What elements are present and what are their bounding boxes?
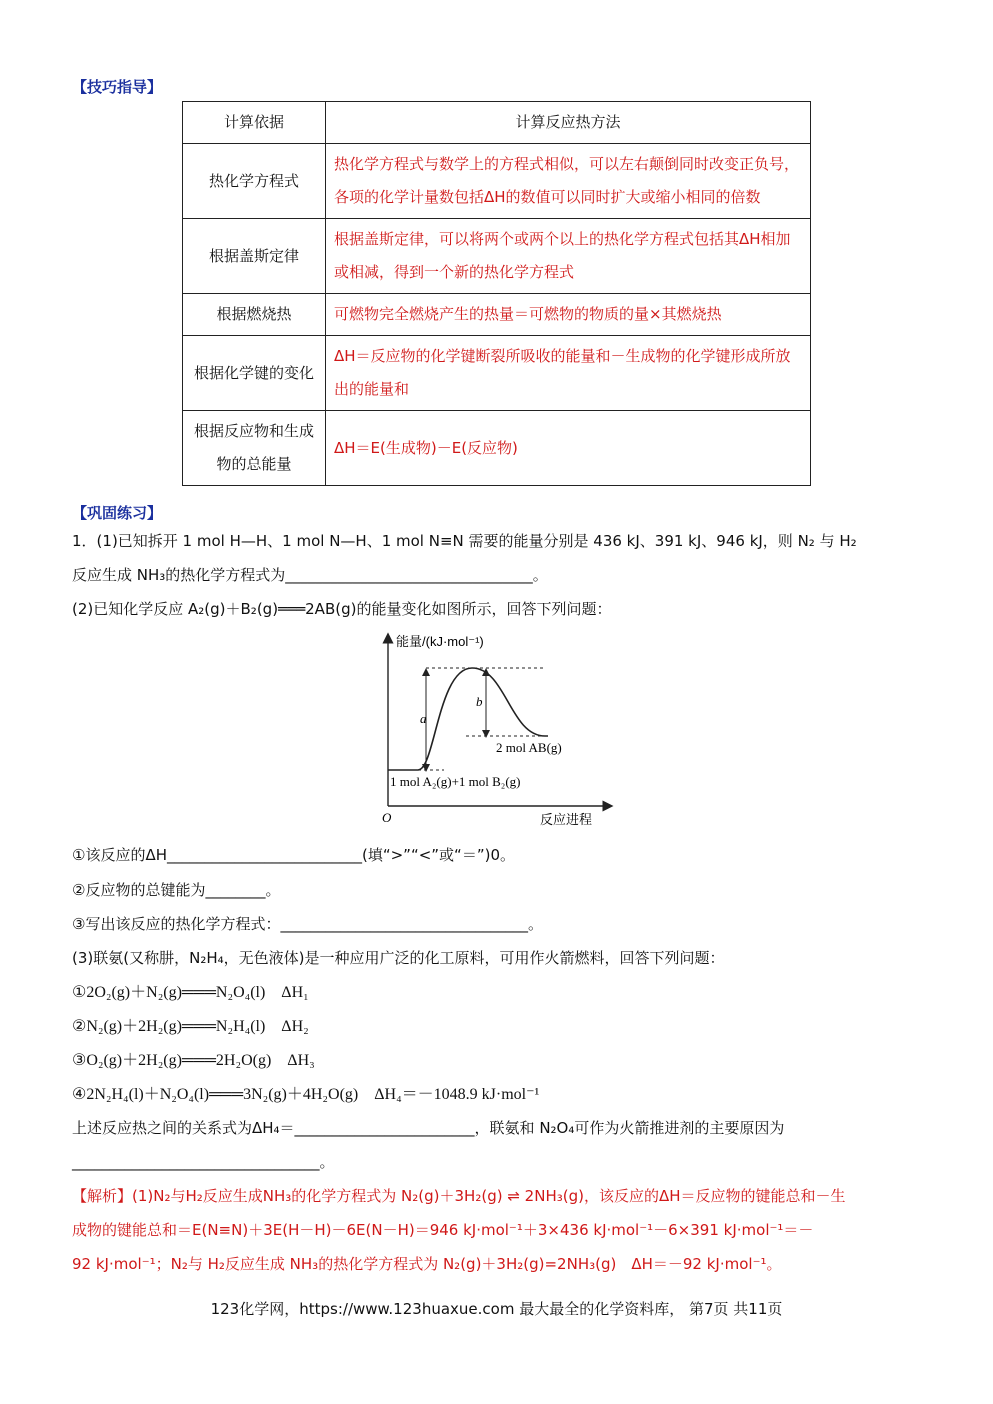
subquestion-1: ①该反应的ΔH__________________________(填“>”“<”或“＝”)0。 — [72, 846, 515, 864]
equation-1: ①2O₂(g)＋N₂(g)═══N₂O₄(l) ΔH₁ — [72, 984, 309, 1001]
energy-diagram — [360, 628, 620, 833]
relation-line: 上述反应热之间的关系式为ΔH₄＝________________________，联氨和 N₂O₄可作为火箭推进剂的主要原因为 — [72, 1119, 785, 1137]
tips-heading: 【技巧指导】 — [72, 78, 163, 96]
label-a: a — [420, 711, 427, 726]
col-header-basis: 计算依据 — [183, 102, 326, 144]
method-cell: ΔH＝E(生成物)－E(反应物) — [326, 411, 811, 486]
analysis-line2: 成物的键能总和＝E(N≡N)＋3E(H－H)－6E(N－H)＝946 kJ·mol⁻¹＋3×436 kJ·mol⁻¹－6×391 kJ·mol⁻¹＝－ — [72, 1221, 814, 1239]
question-1b: (2)已知化学反应 A₂(g)＋B₂(g)═══2AB(g)的能量变化如图所示，回答下列问题： — [72, 600, 612, 618]
col-header-method: 计算反应热方法 — [326, 102, 811, 144]
product-label: 2 mol AB(g) — [496, 740, 562, 755]
practice-heading: 【巩固练习】 — [72, 504, 163, 522]
subquestion-2: ②反应物的总键能为________。 — [72, 881, 281, 899]
basis-cell: 热化学方程式 — [183, 144, 326, 219]
method-cell: 可燃物完全燃烧产生的热量＝可燃物的物质的量×其燃烧热 — [326, 294, 811, 336]
tips-table — [182, 101, 811, 486]
relation-blank: _________________________________。 — [72, 1153, 335, 1171]
subquestion-3: ③写出该反应的热化学方程式：_________________________________。 — [72, 915, 543, 933]
method-cell: ΔH＝反应物的化学键断裂所吸收的能量和－生成物的化学键形成所放出的能量和 — [326, 336, 811, 411]
y-axis-label: 能量/(kJ·mol⁻¹) — [396, 634, 484, 649]
page-footer: 123化学网，https://www.123huaxue.com 最大最全的化学资料库， 第7页 共11页 — [210, 1300, 783, 1318]
basis-cell: 根据盖斯定律 — [183, 219, 326, 294]
label-b: b — [476, 694, 483, 709]
basis-cell: 根据反应物和生成物的总能量 — [183, 411, 326, 486]
method-cell: 热化学方程式与数学上的方程式相似，可以左右颠倒同时改变正负号，各项的化学计量数包括ΔH的数值可以同时扩大或缩小相同的倍数 — [326, 144, 811, 219]
method-cell: 根据盖斯定律，可以将两个或两个以上的热化学方程式包括其ΔH相加或相减，得到一个新的热化学方程式 — [326, 219, 811, 294]
basis-cell: 根据燃烧热 — [183, 294, 326, 336]
analysis-line1: 【解析】(1)N₂与H₂反应生成NH₃的化学方程式为 N₂(g)＋3H₂(g) ⇌ 2NH₃(g)，该反应的ΔH＝反应物的键能总和－生 — [72, 1187, 846, 1205]
equation-3: ③O₂(g)＋2H₂(g)═══2H₂O(g) ΔH₃ — [72, 1052, 315, 1069]
equation-2: ②N₂(g)＋2H₂(g)═══N₂H₄(l) ΔH₂ — [72, 1018, 309, 1035]
analysis-line3: 92 kJ·mol⁻¹；N₂与 H₂反应生成 NH₃的热化学方程式为 N₂(g)＋3H₂(g)=2NH₃(g) ΔH＝－92 kJ·mol⁻¹。 — [72, 1255, 782, 1273]
question-1a-line2: 反应生成 NH₃的热化学方程式为_________________________________。 — [72, 566, 548, 584]
origin-label: O — [382, 810, 392, 825]
x-axis-label: 反应进程 — [540, 812, 593, 827]
question-1c: (3)联氨(又称肼，N₂H₄，无色液体)是一种应用广泛的化工原料，可用作火箭燃料，回答下列问题： — [72, 949, 725, 967]
basis-cell: 根据化学键的变化 — [183, 336, 326, 411]
equation-4: ④2N₂H₄(l)＋N₂O₄(l)═══3N₂(g)＋4H₂O(g) ΔH₄＝－1048.9 kJ·mol⁻¹ — [72, 1086, 540, 1103]
reactant-label: 1 mol A₂(g)+1 mol B₂(g) — [390, 774, 521, 789]
question-1a-line1: 1．(1)已知拆开 1 mol H—H、1 mol N—H、1 mol N≡N 需要的能量分别是 436 kJ、391 kJ、946 kJ，则 N₂ 与 H₂ — [72, 532, 857, 550]
